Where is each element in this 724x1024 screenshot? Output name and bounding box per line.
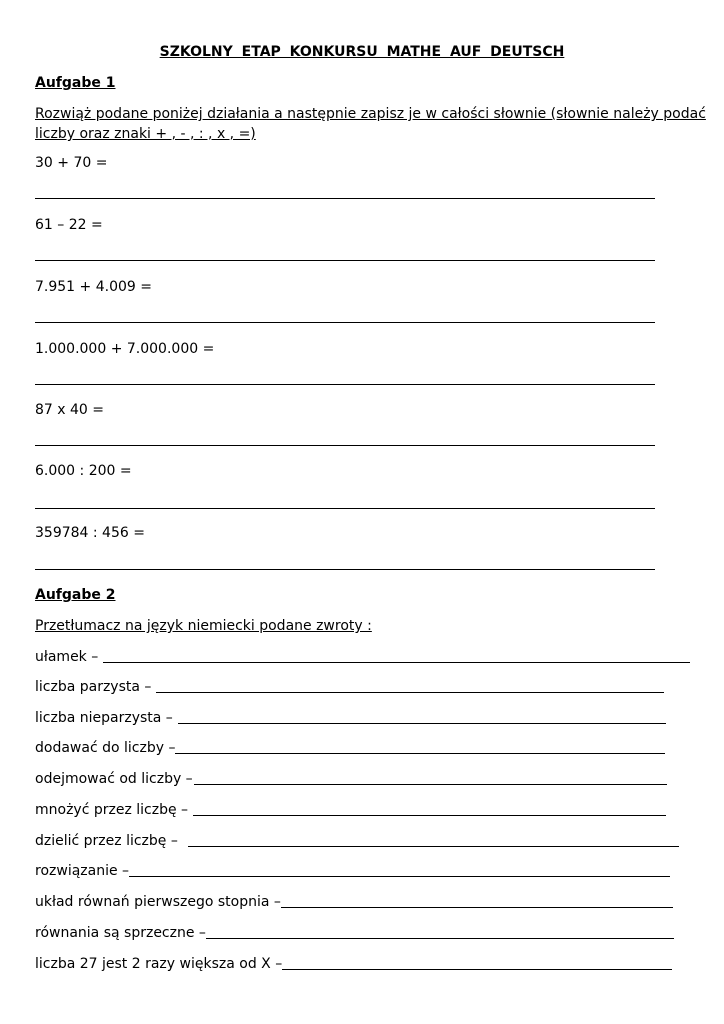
task1-heading: Aufgabe 1 (35, 75, 116, 91)
equation-4: 1.000.000 + 7.000.000 = (35, 341, 215, 357)
phrase-row-7 (35, 832, 679, 850)
phrase-row-3 (35, 709, 666, 727)
task2-instruction: Przetłumacz na język niemiecki podane zwroty : (35, 618, 372, 634)
phrase-row-11 (35, 955, 672, 973)
phrase-label: ułamek – (35, 649, 99, 665)
phrase-label: mnożyć przez liczbę – (35, 802, 189, 818)
phrase-row-2 (35, 678, 664, 696)
phrase-label: liczba 27 jest 2 razy większa od X – (35, 956, 283, 972)
phrase-row-6 (35, 801, 666, 819)
answer-line[interactable] (178, 723, 666, 724)
phrase-row-4 (35, 739, 665, 757)
answer-line[interactable] (193, 815, 666, 816)
phrase-label: dzielić przez liczbę – (35, 833, 178, 849)
phrase-label: rozwiązanie – (35, 863, 130, 879)
answer-line-1[interactable] (35, 198, 655, 199)
answer-line-3[interactable] (35, 322, 655, 323)
answer-line[interactable] (282, 969, 672, 970)
phrase-label: odejmować od liczby – (35, 771, 193, 787)
answer-line[interactable] (156, 692, 664, 693)
answer-line-2[interactable] (35, 260, 655, 261)
phrase-row-10 (35, 924, 674, 942)
phrase-label: liczba nieparzysta – (35, 710, 173, 726)
phrase-row-5 (35, 770, 667, 788)
answer-line-7[interactable] (35, 569, 655, 570)
answer-line-4[interactable] (35, 384, 655, 385)
answer-line[interactable] (103, 662, 690, 663)
document-title: SZKOLNY ETAP KONKURSU MATHE AUF DEUTSCH (159, 44, 565, 60)
phrase-row-1 (35, 648, 690, 666)
task2-heading: Aufgabe 2 (35, 587, 116, 603)
equation-7: 359784 : 456 = (35, 525, 145, 541)
answer-line[interactable] (129, 876, 670, 877)
phrase-label: liczba parzysta – (35, 679, 152, 695)
equation-3: 7.951 + 4.009 = (35, 279, 152, 295)
task1-instruction-line2: liczby oraz znaki + , - , : , x , =) (35, 126, 256, 142)
answer-line-5[interactable] (35, 445, 655, 446)
answer-line[interactable] (194, 784, 667, 785)
task1-instruction-line1: Rozwiąż podane poniżej działania a następnie zapisz je w całości słownie (słownie należy podać (35, 106, 706, 122)
answer-line[interactable] (175, 753, 665, 754)
answer-line-6[interactable] (35, 508, 655, 509)
equation-6: 6.000 : 200 = (35, 463, 132, 479)
answer-line[interactable] (188, 846, 679, 847)
equation-5: 87 x 40 = (35, 402, 104, 418)
phrase-label: równania są sprzeczne – (35, 925, 206, 941)
phrase-label: dodawać do liczby – (35, 740, 176, 756)
phrase-row-9 (35, 893, 673, 911)
answer-line[interactable] (281, 907, 673, 908)
phrase-row-8 (35, 862, 670, 880)
equation-1: 30 + 70 = (35, 155, 108, 171)
phrase-label: układ równań pierwszego stopnia – (35, 894, 281, 910)
answer-line[interactable] (206, 938, 674, 939)
equation-2: 61 – 22 = (35, 217, 103, 233)
